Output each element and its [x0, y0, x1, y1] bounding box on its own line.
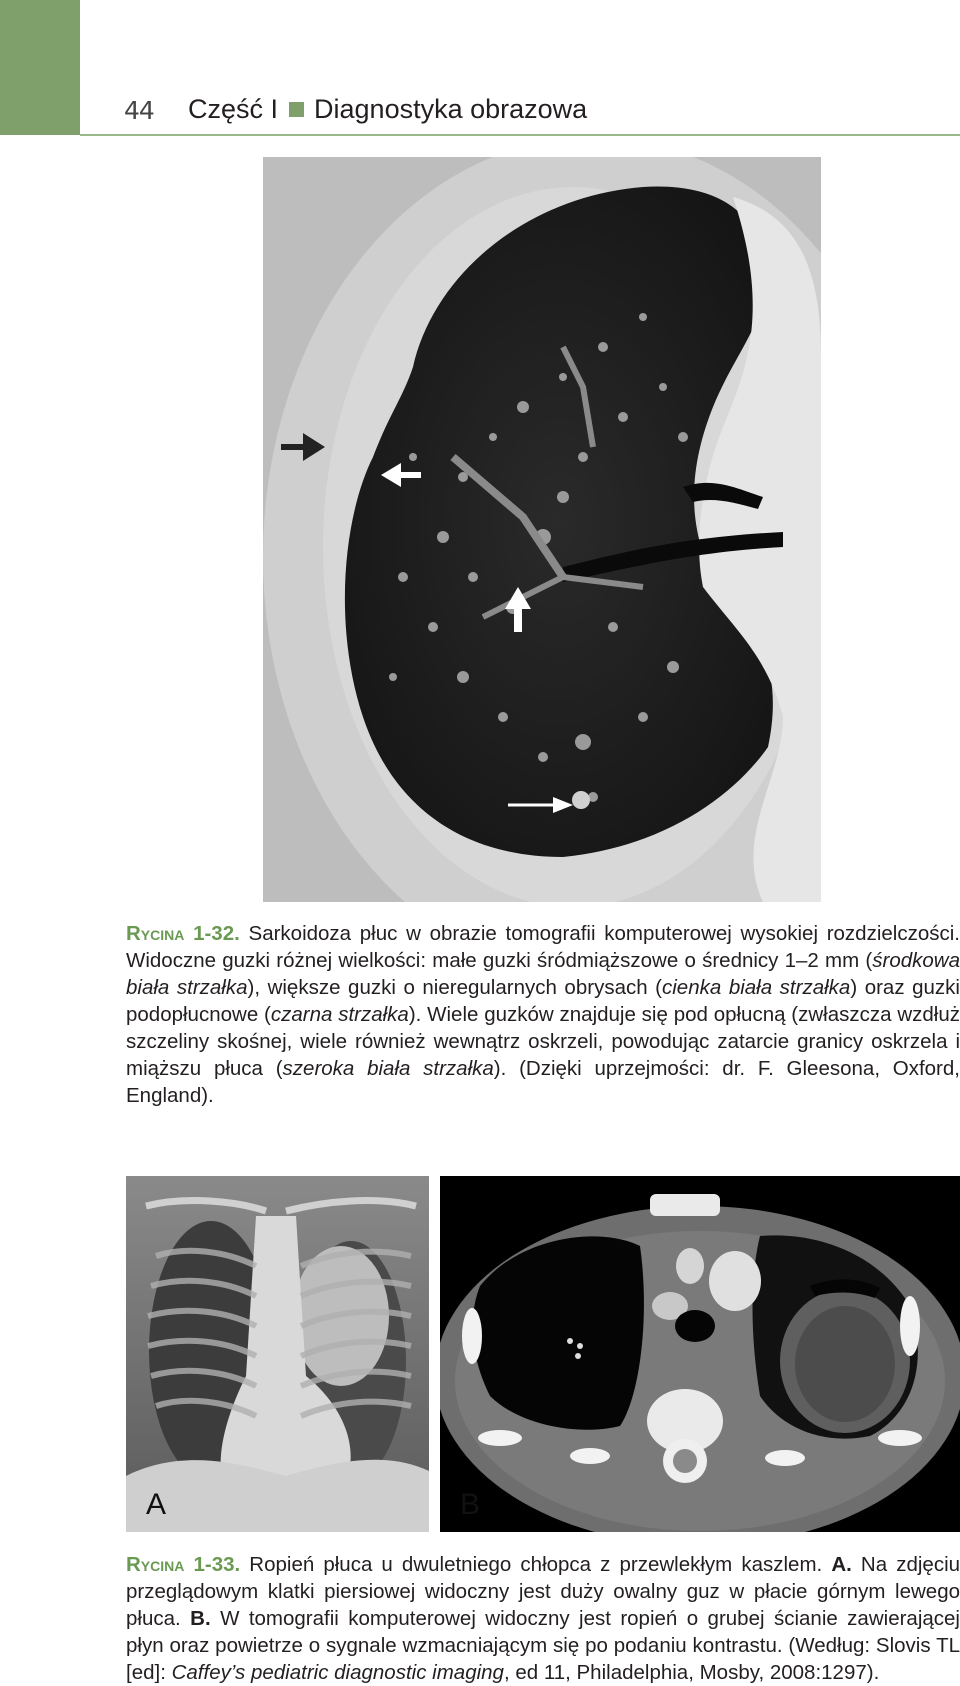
caption-emphasis: szeroka biała strzałka [282, 1057, 494, 1080]
panel-label-a: A [146, 1488, 167, 1521]
panel-label-b: B [460, 1488, 481, 1521]
caption-text: ). Wiele guzków znajduje się pod opłucną (zwłaszcza wzdłuż szczeliny skośnej, wiele również wewnątrz oskrzeli, powodując zatarcie granicy oskrzela i miąższu płuca ( [126, 1003, 960, 1080]
caption-emphasis: cienka biała strzałka [662, 976, 851, 999]
figure-1-33-caption [126, 1551, 960, 1686]
caption-panel-ref: B. [190, 1607, 211, 1630]
section-title: Diagnostyka obrazowa [314, 94, 588, 124]
caption-text: W tomografii komputerowej widoczny jest ropień o grubej ścianie zawierającej płyn oraz powietrze o sygnale wzmacniającym się po podaniu kontrastu. (Według: Slovis TL [ed]: [126, 1607, 960, 1684]
figure-1-33b-ct-image [440, 1176, 960, 1532]
caption-emphasis: środkowa biała strzałka [126, 949, 960, 999]
figure-1-33a-chest-xray [126, 1176, 429, 1532]
header-rule [80, 134, 960, 136]
caption-panel-ref: A. [831, 1553, 852, 1576]
figure-label: Rycina 1-33. [126, 1553, 241, 1576]
figure-1-32-caption [126, 920, 960, 1109]
caption-emphasis: Caffey’s pediatric diagnostic imaging [171, 1661, 504, 1684]
caption-text: ), większe guzki o nieregularnych obrysach ( [247, 976, 662, 999]
part-title: Część I [188, 94, 279, 124]
chapter-color-tab [0, 0, 80, 135]
caption-text: , ed 11, Philadelphia, Mosby, 2008:1297). [503, 1661, 880, 1684]
caption-text: Na zdjęciu przeglądowym klatki piersiowej widoczny jest duży owalny guz w płacie górnym lewego płuca. [126, 1553, 960, 1630]
caption-text: ). (Dzięki uprzejmości: dr. F. Gleesona, Oxford, England). [126, 1057, 960, 1107]
figure-label: Rycina 1-32. [126, 922, 240, 945]
caption-emphasis: czarna strzałka [270, 1003, 409, 1026]
running-head [188, 94, 587, 125]
page-number: 44 [124, 96, 154, 125]
caption-text: ) oraz guzki podopłucnowe ( [126, 976, 960, 1026]
square-bullet-icon [289, 102, 304, 117]
caption-text: Sarkoidoza płuc w obrazie tomografii komputerowej wysokiej rozdzielczości. Widoczne guzki różnej wielkości: małe guzki śródmiąższowe o średnicy 1–2 mm ( [126, 922, 960, 972]
caption-text: Ropień płuca u dwuletniego chłopca z przewlekłym kaszlem. [249, 1553, 823, 1576]
figure-1-32-ct-image [263, 157, 821, 902]
